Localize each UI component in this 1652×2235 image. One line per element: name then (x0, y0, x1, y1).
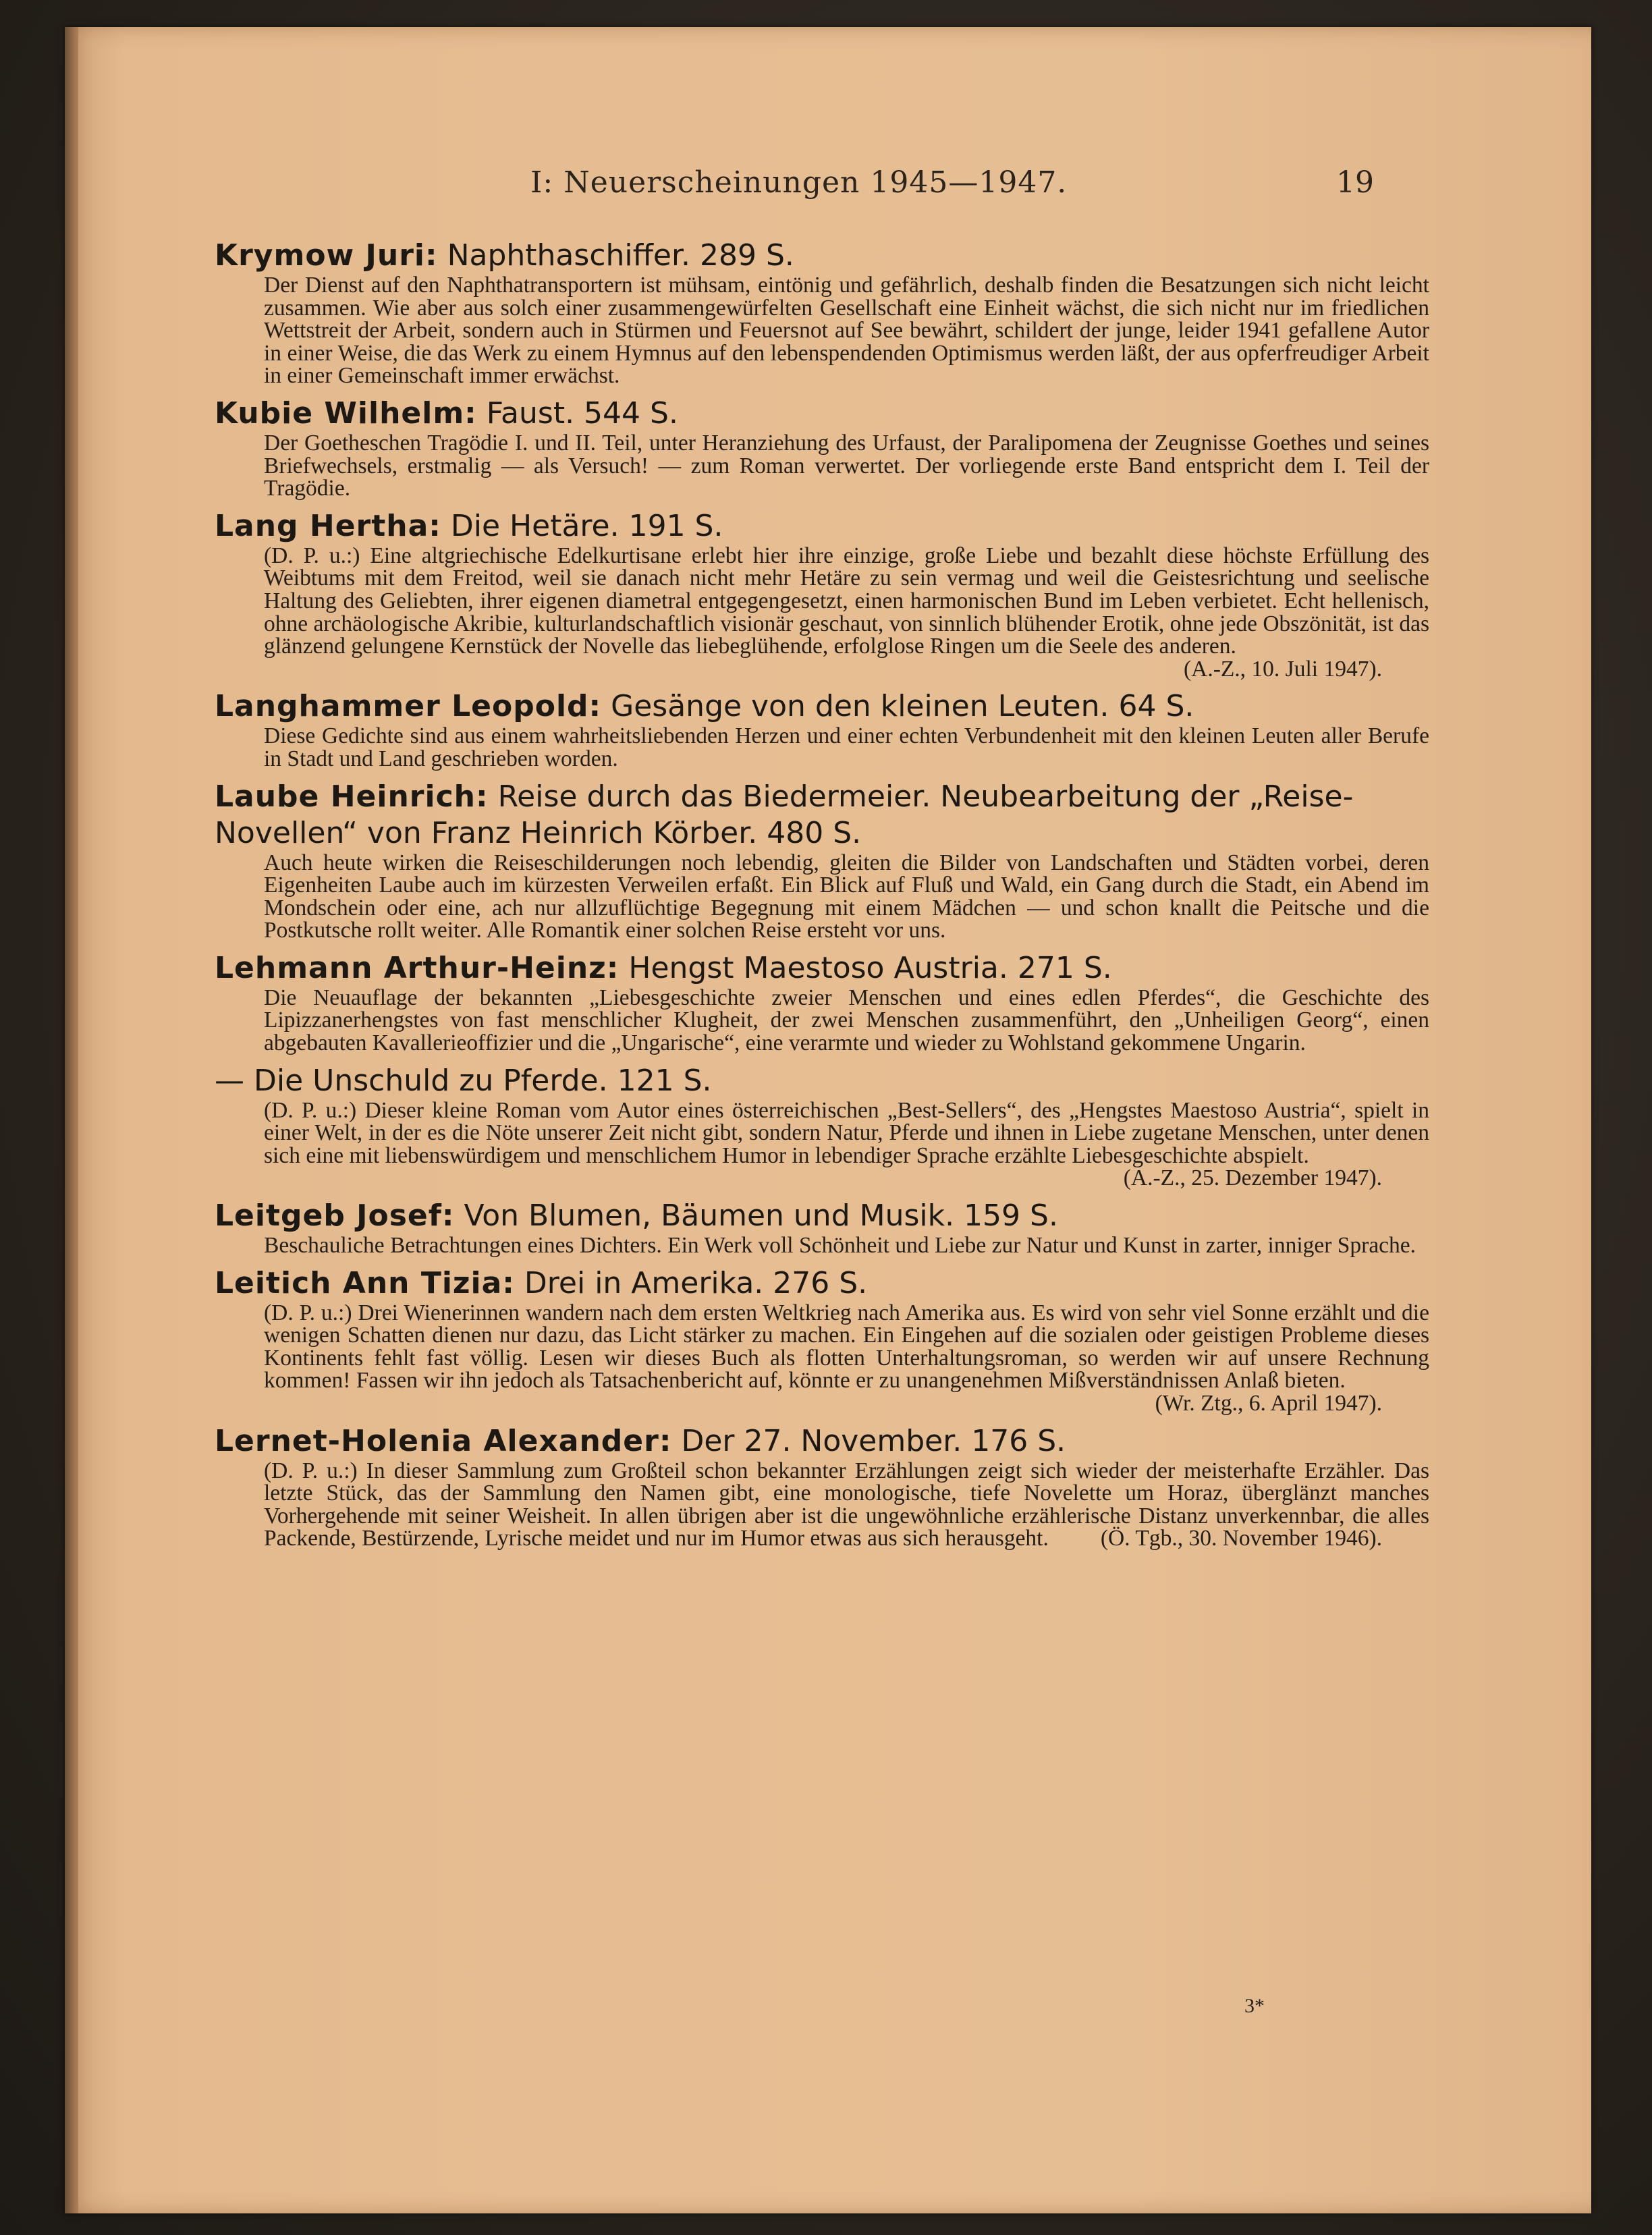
running-title: I: Neuerscheinungen 1945—1947. (530, 165, 1068, 200)
entry-description (264, 1099, 1429, 1190)
entry-description-text: Auch heute wirken die Reiseschilderungen noch lebendig, gleiten die Bilder von Landschaften und Städten vorbei, deren Eigenheiten Laube auch im kürzesten Verweilen erfaßt. Ein Blick auf Fluß und Wald, ein Gang durch die Stadt, ein Abend im Mondschein oder eine, ach nur allzuflüchtige Begegnung mit einem Mädchen — und schon knallt die Peitsche und die Postkutsche rollt weiter. Alle Romantik einer solchen Reise ersteht vor uns. (264, 850, 1429, 943)
entry-title: Hengst Maestoso Austria. 271 S. (628, 950, 1112, 985)
entry-description-text: Diese Gedichte sind aus einem wahrheitsliebenden Herzen und einer echten Verbundenheit mit den kleinen Leuten aller Berufe in Stadt und Land geschrieben worden. (264, 723, 1429, 771)
entry-description-text: (D. P. u.:) Drei Wienerinnen wandern nach dem ersten Weltkrieg nach Amerika aus. Es wird von sehr viel Sonne erzählt und die wenigen Schatten dienen nur dazu, das Licht stärker zu machen. Ein Eingehen auf die sozialen oder geistigen Probleme dieses Kontinents fehlt fast völlig. Lesen wir dieses Buch als flotten Unterhaltungsroman, so werden wir auf unsere Rechnung kommen! Fassen wir ihn jedoch als Tatsachenbericht auf, könnte er zu unangenehmen Mißverständnissen Anlaß bieten. (264, 1300, 1429, 1394)
entry-langhammer (215, 688, 1429, 770)
entry-author: Langhammer Leopold: (215, 689, 602, 724)
entry-source: (Ö. Tgb., 30. November 1946). (1100, 1526, 1382, 1551)
entry-title: Drei in Amerika. 276 S. (524, 1265, 868, 1300)
entry-description (264, 432, 1429, 500)
entry-title: Reise durch das Biedermeier. Neubearbeitung der „Reise-Novellen“ von Franz Heinrich Körber. 480 S. (215, 779, 1354, 850)
entry-heading (215, 395, 1429, 432)
entry-author: Lernet-Holenia Alexander: (215, 1423, 672, 1458)
page-number: 19 (1336, 165, 1374, 200)
entry-heading (215, 1265, 1429, 1302)
entry-description (264, 545, 1429, 681)
page-header (65, 165, 1591, 213)
entry-kubie (215, 395, 1429, 500)
entry-title: Naphthaschiffer. 289 S. (447, 238, 794, 273)
page-gutter (65, 27, 78, 2213)
bibliography-list (215, 238, 1429, 1558)
entry-title: Faust. 544 S. (486, 395, 678, 431)
entry-description (264, 725, 1429, 770)
entry-heading (215, 950, 1429, 987)
entry-description (264, 1302, 1429, 1415)
entry-description (264, 1234, 1429, 1257)
entry-description (264, 852, 1429, 942)
entry-author: Lehmann Arthur-Heinz: (215, 950, 620, 985)
entry-description-text: (D. P. u.:) Eine altgriechische Edelkurtisane erlebt hier ihre einzige, große Liebe und bezahlt diese höchste Erfüllung des Weibtums mit dem Freitod, weil sie danach nicht mehr Hetäre zu sein vermag und weil die Geistesrichtung und seelische Haltung des Geliebten, ihrer eigenen diametral entgegengesetzt, einen harmonischen Bund im Leben verbietet. Echt hellenisch, ohne archäologische Akribie, kulturlandschaftlich visionär geschaut, von sinnlich blühender Erotik, ohne jede Obszönität, ist das glänzend gelungene Kernstück der Novelle das liebeglühende, erfolglose Ringen um die Seele des anderen. (264, 543, 1429, 659)
entry-author: Kubie Wilhelm: (215, 395, 477, 431)
entry-title: Der 27. November. 176 S. (681, 1423, 1066, 1458)
entry-source: (A.-Z., 25. Dezember 1947). (1123, 1165, 1382, 1191)
entry-lang (215, 508, 1429, 681)
entry-krymow (215, 238, 1429, 387)
book-page (65, 27, 1591, 2213)
entry-author: Laube Heinrich: (215, 779, 489, 814)
entry-description (264, 987, 1429, 1055)
entry-source: (Wr. Ztg., 6. April 1947). (1155, 1391, 1382, 1416)
entry-title: Gesänge von den kleinen Leuten. 64 S. (611, 689, 1194, 724)
entry-description-text: (D. P. u.:) In dieser Sammlung zum Großteil schon bekannter Erzählungen zeigt sich wieder der meisterhafte Erzähler. Das letzte Stück, das der Sammlung den Namen gibt, eine monologische, tiefe Novelette um Horaz, überglänzt manches Vorhergehende mit seiner Weisheit. In allen übrigen aber ist die ungewöhnliche erzählerische Distanz unverkennbar, die alles Packende, Bestürzende, Lyrische meidet und nur im Humor etwas aus sich herausgeht. (264, 1458, 1429, 1551)
entry-description (264, 1460, 1429, 1550)
entry-heading (215, 1198, 1429, 1234)
entry-author: Krymow Juri: (215, 238, 438, 273)
entry-description-text: (D. P. u.:) Dieser kleine Roman vom Autor eines österreichischen „Best-Sellers“, des „Hengstes Maestoso Austria“, spielt in einer Welt, in der es die Nöte unserer Zeit nicht gibt, sondern Natur, Pferde und ihnen in Liebe zugetane Menschen, unter denen sich eine mit liebenswürdigem und menschlichem Humor in lebendiger Sprache erzählte Liebesgeschichte abspielt. (264, 1097, 1429, 1168)
entry-heading (215, 688, 1429, 725)
entry-description-text: Die Neuauflage der bekannten „Liebesgeschichte zweier Menschen und eines edlen Pferdes“, die Geschichte des Lipizzanerhengstes von fast menschlicher Klugheit, der zwei Menschen zusammenführt, den „Unheiligen Georg“, einen abgebauten Kavallerieoffizier und die „Ungarische“, eine verarmte und wieder zu Wohlstand gekommene Ungarin. (264, 985, 1429, 1056)
entry-lehmann (215, 950, 1429, 1055)
entry-author: Lang Hertha: (215, 508, 441, 543)
entry-heading (215, 1063, 1429, 1099)
entry-leitich (215, 1265, 1429, 1415)
entry-lehmann-unschuld (215, 1063, 1429, 1190)
entry-leitgeb (215, 1198, 1429, 1257)
entry-description-text: Der Goetheschen Tragödie I. und II. Teil, unter Heranziehung des Urfaust, der Paralipomena der Zeugnisse Goethes und seines Briefwechsels, erstmalig — als Versuch! — zum Roman verwertet. Der vorliegende erste Band entspricht dem I. Teil der Tragödie. (264, 430, 1429, 501)
entry-author: Leitgeb Josef: (215, 1198, 455, 1234)
signature-mark: 3* (1244, 1995, 1265, 2017)
entry-description (264, 274, 1429, 387)
entry-description-text: Der Dienst auf den Naphthatransportern ist mühsam, eintönig und gefährlich, deshalb finden die Besatzungen sich nicht leicht zusammen. Wie aber aus solch einer zusammengewürfelten Gesellschaft eine Einheit wächst, die sich nicht nur im friedlichen Wettstreit der Arbeit, sondern auch in Stürmen und Feuersnot auf See bewährt, schildert der junge, leider 1941 gefallene Autor in einer Weise, die das Werk zu einem Hymnus auf den lebenspendenden Optimismus werden läßt, der aus opferfreudiger Arbeit in einer Gemeinschaft immer erwächst. (264, 273, 1429, 389)
entry-lernet-holenia (215, 1423, 1429, 1550)
entry-title: — Die Unschuld zu Pferde. 121 S. (215, 1063, 712, 1098)
entry-heading (215, 1423, 1429, 1460)
entry-author: Leitich Ann Tizia: (215, 1265, 515, 1300)
entry-source: (A.-Z., 10. Juli 1947). (1183, 656, 1382, 682)
entry-heading (215, 238, 1429, 274)
entry-description-text: Beschauliche Betrachtungen eines Dichters. Ein Werk voll Schönheit und Liebe zur Natur und Kunst in zarter, inniger Sprache. (264, 1233, 1416, 1259)
entry-heading (215, 779, 1429, 852)
entry-heading (215, 508, 1429, 545)
entry-title: Von Blumen, Bäumen und Musik. 159 S. (464, 1198, 1058, 1234)
entry-title: Die Hetäre. 191 S. (450, 508, 723, 543)
entry-laube (215, 779, 1429, 942)
